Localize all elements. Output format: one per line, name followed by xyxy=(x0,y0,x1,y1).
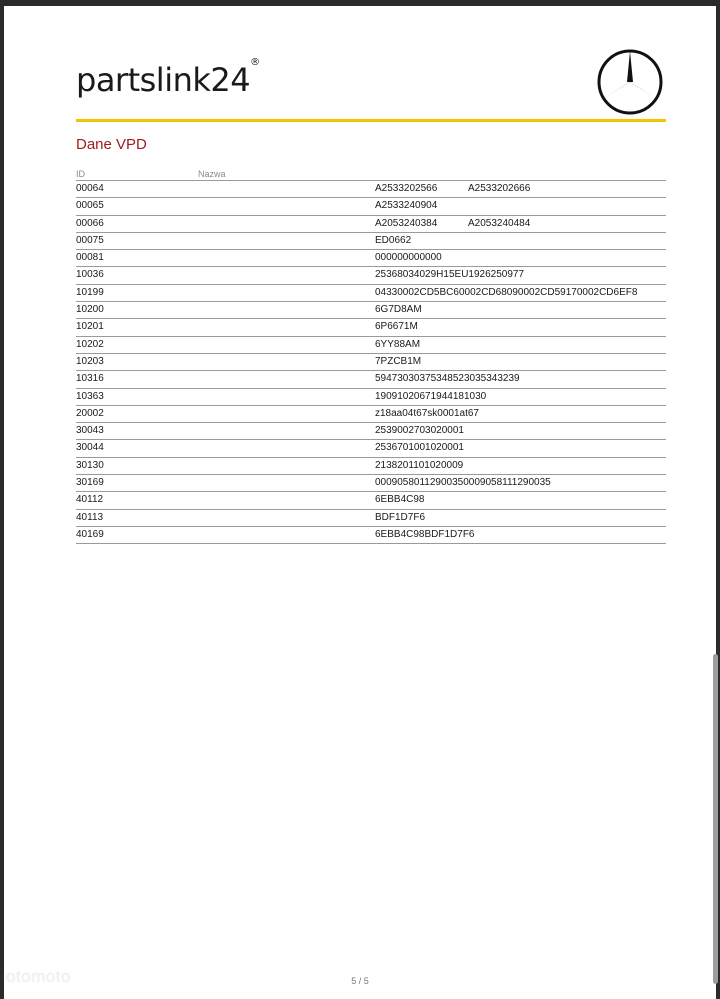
header-id: ID xyxy=(76,169,85,179)
cell-id: 20002 xyxy=(76,407,104,419)
table-row xyxy=(76,233,666,250)
table-row xyxy=(76,389,666,406)
table-row xyxy=(76,527,666,544)
cell-value-1: 7PZCB1M xyxy=(375,355,422,367)
cell-id: 30044 xyxy=(76,442,104,454)
table-row xyxy=(76,475,666,492)
cell-id: 40112 xyxy=(76,494,104,506)
table-row xyxy=(76,198,666,215)
table-row xyxy=(76,354,666,371)
cell-value-1: 000905801129003500090581112900​35 xyxy=(375,477,551,489)
cell-value-1: 000000000000 xyxy=(375,252,442,264)
table-body xyxy=(76,181,666,544)
accent-divider xyxy=(76,119,666,122)
cell-id: 30043 xyxy=(76,425,104,437)
three-pointed-star-icon xyxy=(596,44,664,118)
cell-value-1: 19091020671944181030 xyxy=(375,390,487,402)
table-row xyxy=(76,285,666,302)
cell-id: 40113 xyxy=(76,511,104,523)
table-row xyxy=(76,510,666,527)
cell-id: 00064 xyxy=(76,183,104,194)
vpd-table xyxy=(76,168,666,544)
cell-value-1: 6YY88AM xyxy=(375,338,421,350)
cell-value-1: 6P6671M xyxy=(375,321,418,333)
cell-value-1: BDF1D7F6 xyxy=(375,511,426,523)
page-indicator: 5 / 5 xyxy=(351,976,369,986)
cell-id: 10316 xyxy=(76,373,104,385)
cell-value-2: A2533202666 xyxy=(468,183,531,194)
cell-value-1: 6EBB4C98BDF1D7F6 xyxy=(375,528,475,540)
scrollbar[interactable] xyxy=(711,6,720,999)
watermark: otomoto xyxy=(6,967,71,986)
table-row xyxy=(76,267,666,284)
cell-value-2: A2053240484 xyxy=(468,217,531,229)
cell-id: 10363 xyxy=(76,390,104,402)
cell-id: 10202 xyxy=(76,338,104,350)
cell-value-1: z18aa04t67sk0001at67 xyxy=(375,407,479,419)
section-title: Dane VPD xyxy=(76,136,147,153)
table-row xyxy=(76,319,666,336)
table-row xyxy=(76,371,666,388)
table-row xyxy=(76,458,666,475)
partslink24-logo xyxy=(76,57,260,99)
cell-value-1: 6EBB4C98 xyxy=(375,494,425,506)
table-header-row xyxy=(76,168,666,181)
cell-value-1: 2536701001020001 xyxy=(375,442,464,454)
cell-id: 00065 xyxy=(76,200,104,212)
cell-value-1: A2533240904 xyxy=(375,200,438,212)
cell-value-1: A2053240384 xyxy=(375,217,438,229)
cell-value-1: 25368034029H15EU1926250977 xyxy=(375,269,525,281)
cell-value-1: 6G7D8AM xyxy=(375,304,422,316)
cell-id: 30169 xyxy=(76,477,104,489)
scrollbar-thumb[interactable] xyxy=(713,654,718,984)
cell-id: 10203 xyxy=(76,355,104,367)
cell-id: 10036 xyxy=(76,269,104,281)
table-row xyxy=(76,302,666,319)
cell-id: 00075 xyxy=(76,234,104,246)
cell-id: 40169 xyxy=(76,528,104,540)
cell-value-1: 5947303037534852303534323​9 xyxy=(375,373,520,385)
cell-id: 10201 xyxy=(76,321,104,333)
header-name: Nazwa xyxy=(198,169,226,179)
cell-id: 00081 xyxy=(76,252,104,264)
table-row xyxy=(76,337,666,354)
table-row xyxy=(76,440,666,457)
cell-value-1: 04330002CD5BC60002CD68090002CD59170002CD6EF8 xyxy=(375,286,638,298)
cell-id: 00066 xyxy=(76,217,104,229)
table-row xyxy=(76,250,666,267)
cell-id: 10200 xyxy=(76,304,104,316)
table-row xyxy=(76,181,666,198)
table-row xyxy=(76,216,666,233)
cell-value-1: A2533202566 xyxy=(375,183,438,194)
logo-text: partslink24 xyxy=(76,61,251,99)
cell-value-1: ED0662 xyxy=(375,234,412,246)
cell-value-1: 2138201101020009 xyxy=(375,459,464,471)
cell-id: 30130 xyxy=(76,459,104,471)
cell-value-1: 2539002703020001 xyxy=(375,425,464,437)
registered-mark: ® xyxy=(250,57,260,68)
table-row xyxy=(76,423,666,440)
cell-id: 10199 xyxy=(76,286,104,298)
document-page xyxy=(4,6,716,999)
table-row xyxy=(76,406,666,423)
table-row xyxy=(76,492,666,509)
